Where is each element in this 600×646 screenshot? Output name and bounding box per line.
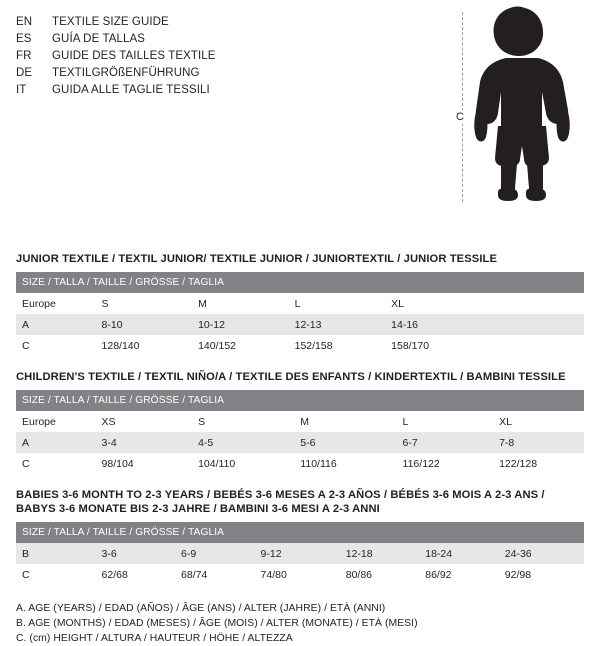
table-row (16, 293, 584, 314)
language-code: EN (16, 16, 33, 28)
legend (16, 601, 584, 646)
cell: 3-4 (96, 432, 193, 453)
cell: 4-5 (192, 432, 294, 453)
table-row (16, 314, 584, 335)
cell: 158/170 (385, 335, 482, 356)
language-title: GUIDA ALLE TAGLIE TESSILI (52, 84, 210, 96)
cell: 110/116 (294, 453, 396, 474)
cell: 14-16 (385, 314, 482, 335)
section-babies (16, 488, 584, 585)
figure-illustration (440, 6, 585, 206)
language-title: GUIDE DES TAILLES TEXTILE (52, 50, 216, 62)
language-title: TEXTILE SIZE GUIDE (52, 16, 169, 28)
cell: 68/74 (175, 564, 255, 585)
height-measure-label: C (456, 111, 464, 123)
section-junior (16, 252, 584, 356)
cell: 12-18 (340, 543, 420, 564)
cell: 104/110 (192, 453, 294, 474)
column-header: XS (96, 411, 193, 432)
cell: 92/98 (499, 564, 584, 585)
cell: 152/158 (289, 335, 386, 356)
cell: 140/152 (192, 335, 289, 356)
row-label: C (16, 564, 96, 585)
section-title: CHILDREN'S TEXTILE / TEXTIL NIÑO/A / TEXTILE DES ENFANTS / KINDERTEXTIL / BAMBINI TESSILE (16, 371, 566, 383)
language-title: TEXTILGRÖßENFÜHRUNG (52, 67, 200, 79)
table-row (16, 453, 584, 474)
section-title: JUNIOR TEXTILE / TEXTIL JUNIOR/ TEXTILE JUNIOR / JUNIORTEXTIL / JUNIOR TESSILE (16, 253, 498, 265)
height-measure-line (462, 12, 463, 202)
cell: 86/92 (419, 564, 499, 585)
row-label: B (16, 543, 96, 564)
size-table-junior (16, 272, 584, 356)
cell: 5-6 (294, 432, 396, 453)
column-header: XL (493, 411, 584, 432)
cell: 24-36 (499, 543, 584, 564)
cell: 12-13 (289, 314, 386, 335)
language-code: IT (16, 84, 27, 96)
row-label: C (16, 335, 96, 356)
column-header: XL (385, 293, 482, 314)
table-header-row (16, 390, 584, 411)
cell: 128/140 (96, 335, 193, 356)
size-table-babies (16, 522, 584, 585)
table-header-label: SIZE / TALLA / TAILLE / GRÖSSE / TAGLIA (16, 522, 584, 543)
cell: 18-24 (419, 543, 499, 564)
child-silhouette-icon (470, 6, 585, 204)
section-children (16, 370, 584, 474)
column-header: M (294, 411, 396, 432)
column-header: M (192, 293, 289, 314)
language-title: GUÍA DE TALLAS (52, 33, 146, 45)
language-code: ES (16, 33, 32, 45)
legend-line-b: B. AGE (MONTHS) / EDAD (MESES) / ÂGE (MOIS) / ALTER (MONATE) / ETÀ (MESI) (16, 618, 418, 629)
table-row (16, 543, 584, 564)
row-label: A (16, 432, 96, 453)
column-header: S (96, 293, 193, 314)
language-code: DE (16, 67, 33, 79)
table-header-label: SIZE / TALLA / TAILLE / GRÖSSE / TAGLIA (16, 272, 584, 293)
table-row (16, 335, 584, 356)
cell: 10-12 (192, 314, 289, 335)
table-row (16, 564, 584, 585)
cell: 62/68 (96, 564, 176, 585)
table-row (16, 432, 584, 453)
cell: 7-8 (493, 432, 584, 453)
cell: 6-9 (175, 543, 255, 564)
cell: 9-12 (255, 543, 340, 564)
table-header-row (16, 272, 584, 293)
cell: 122/128 (493, 453, 584, 474)
cell: 98/104 (96, 453, 193, 474)
row-label: Europe (16, 293, 96, 314)
table-header-label: SIZE / TALLA / TAILLE / GRÖSSE / TAGLIA (16, 390, 584, 411)
table-header-row (16, 522, 584, 543)
section-title: BABIES 3-6 MONTH TO 2-3 YEARS / BEBÉS 3-6 MESES A 2-3 AÑOS / BÉBÉS 3-6 MOIS A 2-3 ANS / BABYS 3-6 MONATE BIS 2-3 JAHRE / BAMBINI 3-6 MESI A 2-3 ANNI (16, 489, 545, 515)
column-header: L (289, 293, 386, 314)
column-header-empty (482, 293, 584, 314)
cell: 80/86 (340, 564, 420, 585)
cell: 3-6 (96, 543, 176, 564)
row-label: C (16, 453, 96, 474)
cell: 6-7 (397, 432, 494, 453)
table-row (16, 411, 584, 432)
column-header: L (397, 411, 494, 432)
language-code: FR (16, 50, 32, 62)
cell-empty (482, 335, 584, 356)
column-header: S (192, 411, 294, 432)
cell: 74/80 (255, 564, 340, 585)
row-label: A (16, 314, 96, 335)
row-label: Europe (16, 411, 96, 432)
cell: 8-10 (96, 314, 193, 335)
cell: 116/122 (397, 453, 494, 474)
legend-line-a: A. AGE (YEARS) / EDAD (AÑOS) / ÂGE (ANS) / ALTER (JAHRE) / ETÀ (ANNI) (16, 603, 386, 614)
legend-line-c: C. (cm) HEIGHT / ALTURA / HAUTEUR / HÖHE / ALTEZZA (16, 633, 293, 644)
cell-empty (482, 314, 584, 335)
size-table-children (16, 390, 584, 474)
